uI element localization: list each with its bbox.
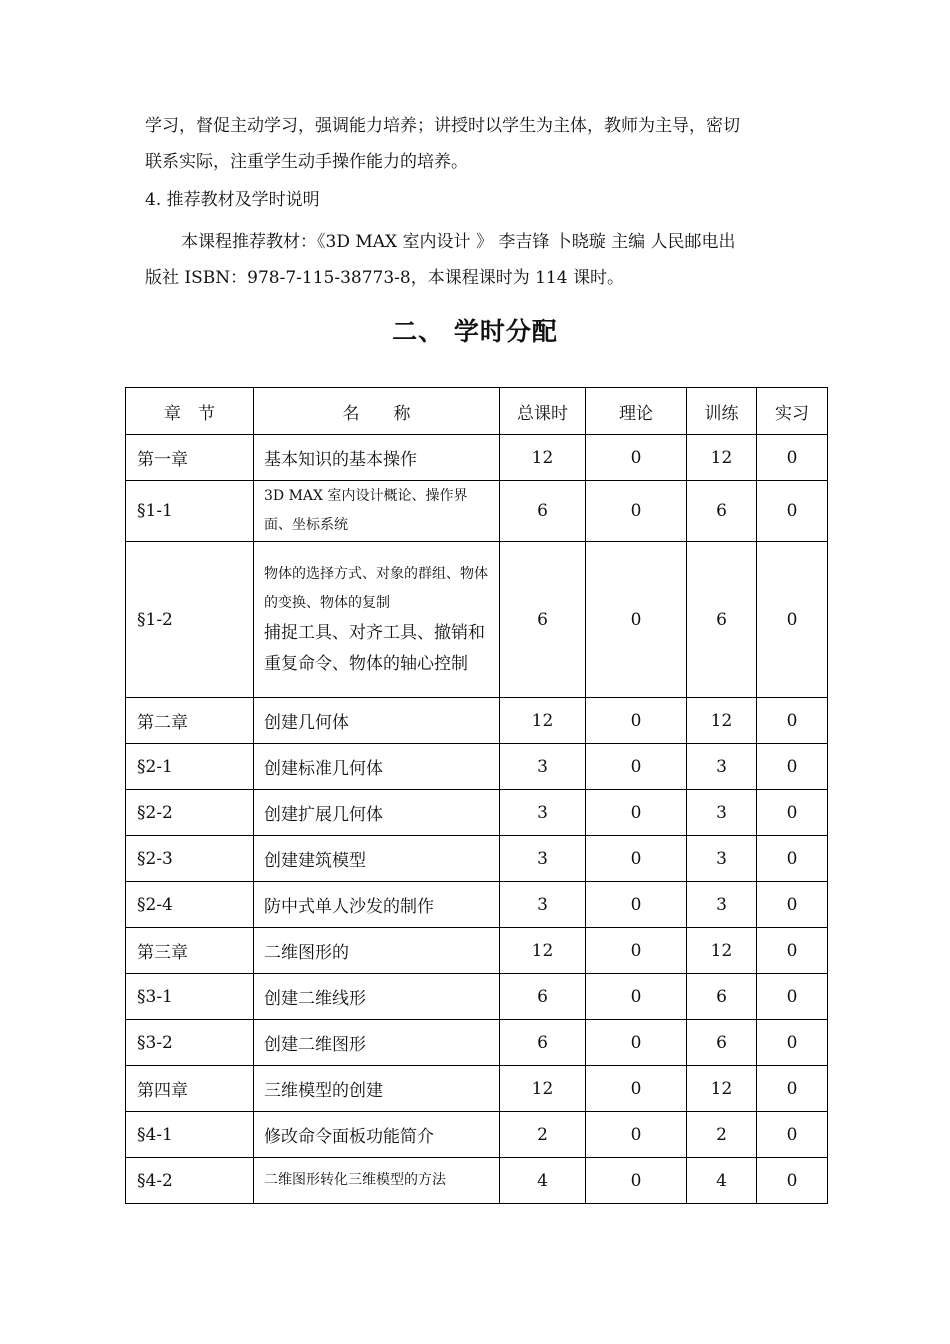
total-cell: 2 bbox=[500, 1112, 586, 1158]
section-title: 二、 学时分配 bbox=[392, 317, 558, 346]
name-text-large: 捕捉工具、对齐工具、撤销和重复命令、物体的轴心控制 bbox=[264, 622, 485, 674]
practice-cell: 0 bbox=[757, 542, 828, 698]
training-cell: 12 bbox=[687, 698, 757, 744]
intro-paragraph bbox=[145, 108, 825, 180]
practice-cell: 0 bbox=[757, 698, 828, 744]
training-cell: 4 bbox=[687, 1158, 757, 1204]
chapter-cell: §1-1 bbox=[126, 481, 254, 542]
practice-cell: 0 bbox=[757, 974, 828, 1020]
training-cell: 6 bbox=[687, 542, 757, 698]
chapter-cell: 第二章 bbox=[126, 698, 254, 744]
theory-cell: 0 bbox=[586, 882, 687, 928]
total-cell: 6 bbox=[500, 481, 586, 542]
chapter-cell: 第一章 bbox=[126, 435, 254, 481]
theory-cell: 0 bbox=[586, 790, 687, 836]
header-name: 名 称 bbox=[254, 388, 500, 435]
theory-cell: 0 bbox=[586, 744, 687, 790]
table-row bbox=[126, 481, 828, 542]
name-cell: 基本知识的基本操作 bbox=[254, 435, 500, 481]
training-cell: 12 bbox=[687, 1066, 757, 1112]
training-cell: 3 bbox=[687, 790, 757, 836]
textbook-line-2: 版社 ISBN：978-7-115-38773-8，本课程课时为 114 课时。 bbox=[145, 268, 624, 288]
total-cell: 6 bbox=[500, 1020, 586, 1066]
name-cell: 创建扩展几何体 bbox=[254, 790, 500, 836]
theory-cell: 0 bbox=[586, 1112, 687, 1158]
name-cell bbox=[254, 481, 500, 542]
name-cell: 二维图形的 bbox=[254, 928, 500, 974]
chapter-cell: §4-2 bbox=[126, 1158, 254, 1204]
name-cell: 创建二维图形 bbox=[254, 1020, 500, 1066]
name-cell: 创建标准几何体 bbox=[254, 744, 500, 790]
total-cell: 12 bbox=[500, 928, 586, 974]
name-cell bbox=[254, 1158, 500, 1204]
practice-cell: 0 bbox=[757, 481, 828, 542]
table-row bbox=[126, 1066, 828, 1112]
theory-cell: 0 bbox=[586, 974, 687, 1020]
theory-cell: 0 bbox=[586, 928, 687, 974]
header-chapter: 章 节 bbox=[126, 388, 254, 435]
intro-line-1: 学习，督促主动学习，强调能力培养；讲授时以学生为主体，教师为主导，密切 bbox=[145, 116, 740, 136]
table-row bbox=[126, 1158, 828, 1204]
practice-cell: 0 bbox=[757, 790, 828, 836]
header-training: 训练 bbox=[687, 388, 757, 435]
name-cell: 创建二维线形 bbox=[254, 974, 500, 1020]
chapter-cell: §3-1 bbox=[126, 974, 254, 1020]
textbook-paragraph bbox=[145, 224, 825, 296]
intro-line-2: 联系实际，注重学生动手操作能力的培养。 bbox=[145, 152, 468, 172]
table-row bbox=[126, 542, 828, 698]
chapter-cell: 第三章 bbox=[126, 928, 254, 974]
table-row bbox=[126, 790, 828, 836]
total-cell: 6 bbox=[500, 974, 586, 1020]
theory-cell: 0 bbox=[586, 1066, 687, 1112]
name-cell: 创建建筑模型 bbox=[254, 836, 500, 882]
theory-cell: 0 bbox=[586, 1158, 687, 1204]
name-cell: 修改命令面板功能简介 bbox=[254, 1112, 500, 1158]
chapter-cell: §2-4 bbox=[126, 882, 254, 928]
chapter-cell: 第四章 bbox=[126, 1066, 254, 1112]
name-cell bbox=[254, 542, 500, 698]
name-cell: 三维模型的创建 bbox=[254, 1066, 500, 1112]
header-practice: 实习 bbox=[757, 388, 828, 435]
name-text-small: 物体的选择方式、对象的群组、物体的变换、物体的复制 bbox=[264, 565, 488, 611]
header-theory: 理论 bbox=[586, 388, 687, 435]
practice-cell: 0 bbox=[757, 744, 828, 790]
training-cell: 3 bbox=[687, 836, 757, 882]
practice-cell: 0 bbox=[757, 435, 828, 481]
hours-allocation-table bbox=[125, 387, 828, 1204]
table-row bbox=[126, 836, 828, 882]
theory-cell: 0 bbox=[586, 698, 687, 744]
table-row bbox=[126, 744, 828, 790]
table-row bbox=[126, 698, 828, 744]
total-cell: 3 bbox=[500, 836, 586, 882]
theory-cell: 0 bbox=[586, 481, 687, 542]
theory-cell: 0 bbox=[586, 435, 687, 481]
header-total: 总课时 bbox=[500, 388, 586, 435]
training-cell: 6 bbox=[687, 481, 757, 542]
total-cell: 12 bbox=[500, 698, 586, 744]
practice-cell: 0 bbox=[757, 1066, 828, 1112]
table-row bbox=[126, 974, 828, 1020]
total-cell: 6 bbox=[500, 542, 586, 698]
chapter-cell: §4-1 bbox=[126, 1112, 254, 1158]
total-cell: 3 bbox=[500, 744, 586, 790]
theory-cell: 0 bbox=[586, 1020, 687, 1066]
training-cell: 12 bbox=[687, 928, 757, 974]
chapter-cell: §2-2 bbox=[126, 790, 254, 836]
practice-cell: 0 bbox=[757, 1158, 828, 1204]
training-cell: 3 bbox=[687, 882, 757, 928]
total-cell: 12 bbox=[500, 435, 586, 481]
theory-cell: 0 bbox=[586, 542, 687, 698]
theory-cell: 0 bbox=[586, 836, 687, 882]
total-cell: 4 bbox=[500, 1158, 586, 1204]
practice-cell: 0 bbox=[757, 1020, 828, 1066]
practice-cell: 0 bbox=[757, 836, 828, 882]
training-cell: 2 bbox=[687, 1112, 757, 1158]
textbook-line-1: 本课程推荐教材：《3D MAX 室内设计 》 李吉锋 卜晓璇 主编 人民邮电出 bbox=[181, 232, 736, 252]
table-row bbox=[126, 1020, 828, 1066]
training-cell: 6 bbox=[687, 1020, 757, 1066]
section-4-heading: 4. 推荐教材及学时说明 bbox=[145, 190, 320, 210]
practice-cell: 0 bbox=[757, 928, 828, 974]
table-row bbox=[126, 1112, 828, 1158]
chapter-cell: §1-2 bbox=[126, 542, 254, 698]
chapter-cell: §2-3 bbox=[126, 836, 254, 882]
practice-cell: 0 bbox=[757, 882, 828, 928]
name-cell: 创建几何体 bbox=[254, 698, 500, 744]
table-row bbox=[126, 882, 828, 928]
name-text: 3D MAX 室内设计概论、操作界面、坐标系统 bbox=[264, 488, 468, 533]
table-row bbox=[126, 928, 828, 974]
total-cell: 12 bbox=[500, 1066, 586, 1112]
total-cell: 3 bbox=[500, 790, 586, 836]
table-row bbox=[126, 435, 828, 481]
chapter-cell: §3-2 bbox=[126, 1020, 254, 1066]
practice-cell: 0 bbox=[757, 1112, 828, 1158]
name-text: 二维图形转化三维模型的方法 bbox=[264, 1172, 446, 1188]
training-cell: 3 bbox=[687, 744, 757, 790]
training-cell: 6 bbox=[687, 974, 757, 1020]
training-cell: 12 bbox=[687, 435, 757, 481]
total-cell: 3 bbox=[500, 882, 586, 928]
name-cell: 防中式单人沙发的制作 bbox=[254, 882, 500, 928]
chapter-cell: §2-1 bbox=[126, 744, 254, 790]
table-header-row bbox=[126, 388, 828, 435]
